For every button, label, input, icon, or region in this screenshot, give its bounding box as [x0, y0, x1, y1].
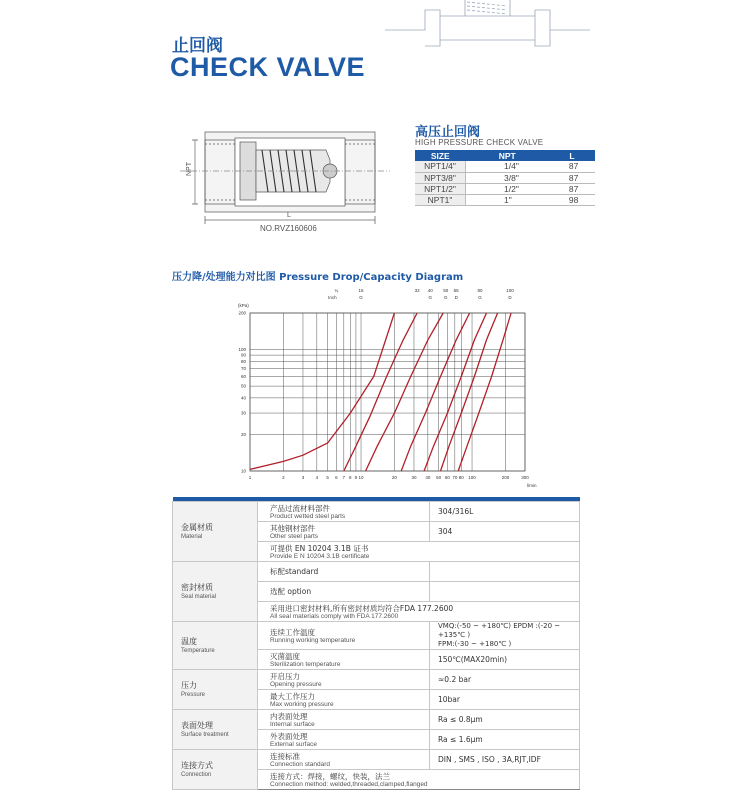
x-tick-label: 5: [326, 475, 329, 480]
size-label: 15: [358, 288, 364, 293]
item-label: 产品过流材料部件 Product wetted steel parts: [258, 501, 430, 521]
x-unit-label: l/min: [527, 483, 537, 488]
category-surface: 表面处理 Surface treatment: [173, 709, 258, 749]
size-dn-label: G: [359, 295, 363, 300]
size-label: 65: [453, 288, 459, 293]
item-value: 304: [430, 521, 580, 541]
chart-title: 压力降/处理能力对比图 Pressure Drop/Capacity Diagram: [172, 272, 464, 283]
x-tick-label: 9: [354, 475, 358, 480]
y-tick-label: 80: [240, 358, 246, 364]
item-value: ≈0.2 bar: [430, 669, 580, 689]
category-material: 金属材质 Material: [173, 501, 258, 561]
length-cell: 98: [549, 194, 595, 205]
item-value: [430, 581, 580, 601]
item-label: 最大工作压力 Max working pressure: [258, 689, 430, 709]
table-row: [415, 161, 595, 172]
x-tick-label: 200: [501, 475, 510, 480]
length-cell: 87: [549, 172, 595, 183]
x-tick-label: 20: [391, 475, 397, 480]
table-row: [173, 709, 580, 729]
x-tick-label: 7: [342, 475, 346, 480]
size-dn-label: G: [444, 295, 448, 300]
item-value: [430, 561, 580, 581]
npt-cell: 1": [466, 194, 549, 205]
item-label: 采用进口密封材料,所有密封材质均符合FDA 177.2600 All seal materials comply with FDA 177.2600: [258, 601, 580, 621]
x-tick-label: 30: [411, 475, 417, 480]
item-value: 10bar: [430, 689, 580, 709]
size-label: ¼: [334, 288, 339, 293]
x-tick-label: 3: [301, 475, 305, 480]
size-label: 50: [443, 288, 449, 293]
size-dn-label: G: [478, 295, 482, 300]
y-tick-label: 70: [240, 365, 246, 371]
size-cell: NPT3/8": [415, 172, 466, 183]
size-dn-label: D: [454, 295, 458, 300]
x-tick-label: 10: [358, 475, 364, 480]
size-label: 32: [414, 288, 420, 293]
category-seal: 密封材质 Seal material: [173, 561, 258, 621]
col-header-npt: NPT: [466, 150, 549, 161]
item-label: 内表面处理 Internal surface: [258, 709, 430, 729]
partial-valve-drawing: [385, 0, 595, 48]
category-temperature: 温度 Temperature: [173, 621, 258, 669]
pressure-drop-chart: [225, 283, 545, 493]
x-tick-label: 2: [282, 475, 285, 480]
npt-cell: 1/2": [466, 183, 549, 194]
y-tick-label: 30: [240, 410, 246, 416]
item-label: 连续工作温度 Running working temperature: [258, 621, 430, 649]
size-dn-label: D: [508, 295, 512, 300]
x-tick-label: 50: [436, 475, 442, 480]
item-label: 开启压力 Opening pressure: [258, 669, 430, 689]
x-tick-label: 100: [468, 475, 476, 480]
x-tick-label: 70: [452, 475, 458, 480]
item-label: 选配 option: [258, 581, 430, 601]
npt-cell: 3/8": [466, 172, 549, 183]
item-value: DIN , SMS , ISO , 3A,RJT,IDF: [430, 749, 580, 769]
item-value: Ra ≤ 0.8µm: [430, 709, 580, 729]
table-row: [415, 194, 595, 205]
plot-area: [250, 313, 525, 471]
col-header-size: SIZE: [415, 150, 466, 161]
table-row: [173, 561, 580, 581]
y-tick-label: 60: [240, 373, 246, 379]
y-tick-label: 20: [240, 431, 246, 437]
page-title: CHECK VALVE: [170, 52, 366, 82]
item-label: 连接标准 Connection standard: [258, 749, 430, 769]
table-row: [173, 749, 580, 769]
y-tick-label: 200: [238, 310, 246, 316]
item-value: 150℃(MAX20min): [430, 649, 580, 669]
item-label: 标配standard: [258, 561, 430, 581]
item-label: 其他钢材部件 Other steel parts: [258, 521, 430, 541]
y-tick-label: 90: [240, 352, 246, 358]
item-label: 连接方式：焊接，螺纹，快装，法兰 Connection method: welded,threaded,clamped,flanged: [258, 769, 580, 789]
table-row: [415, 172, 595, 183]
item-label: 可提供 EN 10204 3.1B 证书 Provide E N 10204 3.1B certificate: [258, 541, 580, 561]
item-value: VMQ:(-50 ~ +180℃) EPDM :(-20 ~ +135℃ ) FPM:(-30 ~ +180℃ ): [430, 621, 580, 649]
spec-title: HIGH PRESSURE CHECK VALVE: [415, 138, 544, 147]
table-row: [173, 621, 580, 649]
length-dimension-label: L: [287, 212, 291, 219]
item-label: 外表面处理 External surface: [258, 729, 430, 749]
size-label: 100: [506, 288, 514, 293]
table-row: [173, 669, 580, 689]
size-cell: NPT1/2": [415, 183, 466, 194]
size-cell: NPT1": [415, 194, 466, 205]
length-cell: 87: [549, 183, 595, 194]
table-row: [415, 183, 595, 194]
x-tick-label: 6: [335, 475, 338, 480]
length-cell: 87: [549, 161, 595, 172]
npt-cell: 1/4": [466, 161, 549, 172]
check-valve-drawing: [180, 120, 390, 240]
spec-table: [415, 150, 595, 206]
y-tick-label: 50: [240, 383, 246, 389]
model-code: NO.RVZ160606: [260, 224, 317, 233]
x-tick-label: 1: [248, 475, 252, 480]
npt-dimension-label: NPT: [186, 162, 193, 176]
item-label: 灭菌温度 Sterilization temperature: [258, 649, 430, 669]
x-tick-label: 300: [521, 475, 529, 480]
x-tick-label: 40: [425, 475, 431, 480]
category-connection: 连接方式 Connection: [173, 749, 258, 789]
size-dn-label: G: [428, 295, 432, 300]
item-value: Ra ≤ 1.6µm: [430, 729, 580, 749]
category-pressure: 压力 Pressure: [173, 669, 258, 709]
x-tick-label: 80: [458, 475, 464, 480]
y-tick-label: 10: [240, 468, 246, 474]
y-tick-label: 100: [238, 347, 246, 353]
size-unit-label: Inch: [328, 295, 337, 300]
table-row: [173, 501, 580, 521]
size-cell: NPT1/4": [415, 161, 466, 172]
item-value: 304/316L: [430, 501, 580, 521]
y-tick-label: 40: [240, 395, 246, 401]
page-title-cn: 止回阀: [172, 36, 223, 56]
x-tick-label: 8: [348, 475, 352, 480]
col-header-length: L: [549, 150, 595, 161]
spec-title-cn: 高压止回阀: [415, 125, 481, 140]
size-label: 80: [477, 288, 483, 293]
x-tick-label: 4: [315, 475, 319, 480]
spec-header-row: [415, 150, 595, 161]
properties-table: [172, 497, 580, 790]
x-tick-label: 60: [444, 475, 450, 480]
y-unit-label: (kPa): [238, 303, 249, 308]
size-label: 40: [427, 288, 433, 293]
